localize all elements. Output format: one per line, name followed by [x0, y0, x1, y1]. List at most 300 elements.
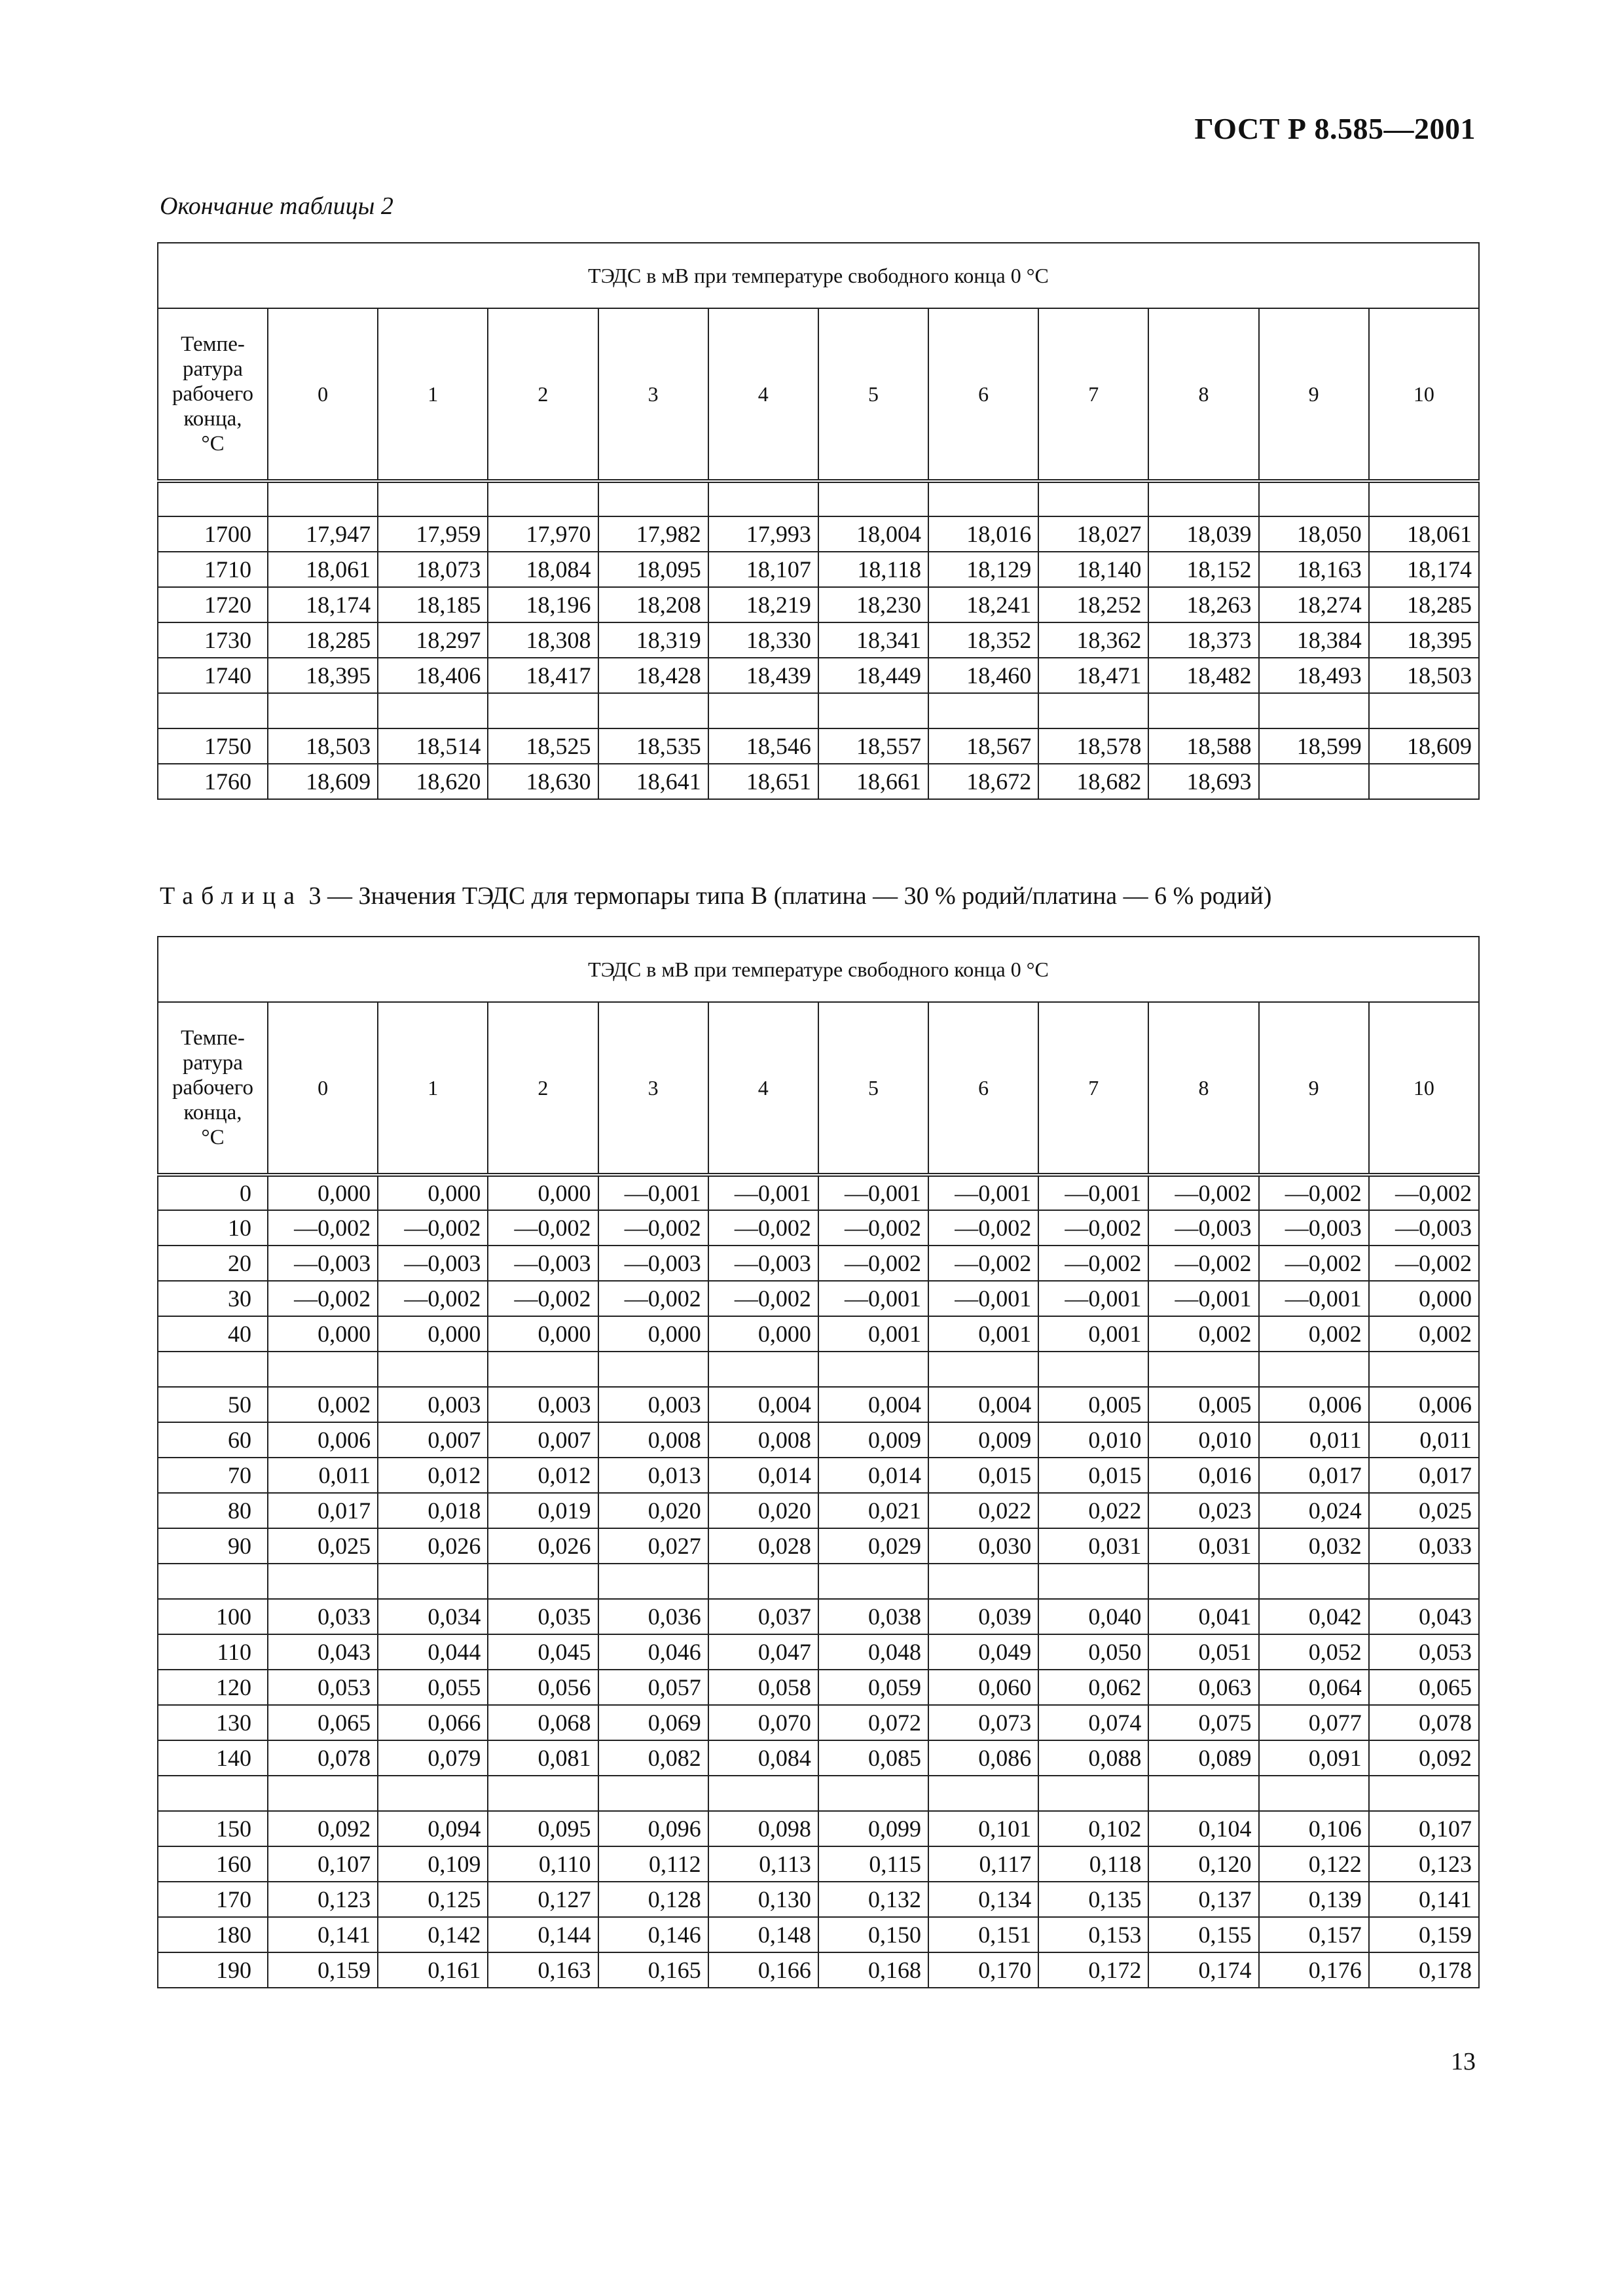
empty-cell [1038, 693, 1148, 728]
temp-header-line: рабочего [172, 1076, 254, 1100]
emf-cell: 0,033 [268, 1599, 378, 1634]
emf-cell: 0,000 [268, 1175, 378, 1210]
emf-cell: 18,084 [488, 552, 598, 587]
emf-cell: 0,011 [268, 1458, 378, 1493]
temperature-cell: 70 [158, 1458, 268, 1493]
column-header: 0 [268, 1002, 378, 1175]
temperature-cell: 60 [158, 1422, 268, 1458]
emf-cell: 0,055 [378, 1670, 488, 1705]
emf-cell: 0,157 [1259, 1917, 1369, 1952]
emf-cell: 0,011 [1259, 1422, 1369, 1458]
emf-cell: 0,059 [818, 1670, 928, 1705]
emf-cell: 0,039 [928, 1599, 1038, 1634]
column-header: 4 [708, 1002, 818, 1175]
emf-cell: 0,166 [708, 1952, 818, 1988]
emf-cell: 0,159 [268, 1952, 378, 1988]
table-row [158, 1811, 1479, 1846]
table3-caption-text: 3 — Значения ТЭДС для термопары типа В (платина — 30 % родий/платина — 6 % родий) [302, 882, 1272, 910]
column-header: 8 [1148, 308, 1258, 481]
emf-cell: 0,026 [488, 1528, 598, 1564]
emf-cell: 0,098 [708, 1811, 818, 1846]
emf-cell: 0,014 [818, 1458, 928, 1493]
temperature-cell: 1710 [158, 552, 268, 587]
emf-cell: 0,062 [1038, 1670, 1148, 1705]
emf-cell: 0,123 [1369, 1846, 1479, 1882]
emf-cell: 18,319 [598, 622, 708, 658]
empty-cell [158, 1352, 268, 1387]
empty-cell [708, 1564, 818, 1599]
emf-cell: —0,003 [378, 1246, 488, 1281]
emf-cell: 18,384 [1259, 622, 1369, 658]
column-header: 10 [1369, 1002, 1479, 1175]
emf-cell: —0,001 [1038, 1281, 1148, 1316]
emf-cell: 0,084 [708, 1740, 818, 1776]
emf-cell: 0,038 [818, 1599, 928, 1634]
empty-cell [1148, 481, 1258, 516]
emf-cell: 18,503 [1369, 658, 1479, 693]
emf-cell: 0,033 [1369, 1528, 1479, 1564]
emf-cell: 0,141 [268, 1917, 378, 1952]
page-number: 13 [1451, 2048, 1476, 2075]
emf-cell: 0,127 [488, 1882, 598, 1917]
emf-cell: 18,095 [598, 552, 708, 587]
emf-cell: —0,002 [1369, 1175, 1479, 1210]
emf-cell: 18,546 [708, 728, 818, 764]
emf-cell [1259, 764, 1369, 799]
temp-header-line: Темпе- [181, 1026, 245, 1050]
emf-cell: 0,048 [818, 1634, 928, 1670]
table-row [158, 1705, 1479, 1740]
emf-cell: 0,017 [268, 1493, 378, 1528]
table-top-header: ТЭДС в мВ при температуре свободного конца 0 °С [158, 937, 1479, 1002]
emf-cell: —0,002 [1148, 1246, 1258, 1281]
emf-cell: —0,002 [378, 1281, 488, 1316]
empty-cell [1259, 1776, 1369, 1811]
emf-cell: 18,471 [1038, 658, 1148, 693]
emf-cell: 0,144 [488, 1917, 598, 1952]
emf-cell: 18,417 [488, 658, 598, 693]
empty-cell [1369, 693, 1479, 728]
empty-cell [158, 481, 268, 516]
emf-cell: 0,015 [1038, 1458, 1148, 1493]
emf-cell: 0,070 [708, 1705, 818, 1740]
emf-cell: 0,069 [598, 1705, 708, 1740]
emf-cell: 17,959 [378, 516, 488, 552]
emf-cell: —0,001 [818, 1175, 928, 1210]
emf-cell: 18,588 [1148, 728, 1258, 764]
empty-cell [1148, 1352, 1258, 1387]
table-row [158, 1952, 1479, 1988]
table-row [158, 1458, 1479, 1493]
table-row [158, 516, 1479, 552]
column-header: 3 [598, 308, 708, 481]
emf-cell: —0,001 [708, 1175, 818, 1210]
column-header: 9 [1259, 1002, 1369, 1175]
emf-cell: 0,002 [268, 1387, 378, 1422]
emf-cell: 0,022 [1038, 1493, 1148, 1528]
temperature-cell: 40 [158, 1316, 268, 1352]
emf-cell: 0,101 [928, 1811, 1038, 1846]
emf-cell: 18,661 [818, 764, 928, 799]
empty-cell [708, 1776, 818, 1811]
temp-header-line: конца, [183, 407, 242, 431]
emf-cell: 18,672 [928, 764, 1038, 799]
emf-cell: 0,137 [1148, 1882, 1258, 1917]
emf-cell: 0,004 [708, 1387, 818, 1422]
emf-cell: 0,053 [268, 1670, 378, 1705]
empty-cell [1038, 1352, 1148, 1387]
column-header: 7 [1038, 1002, 1148, 1175]
emf-cell: 0,022 [928, 1493, 1038, 1528]
emf-cell: —0,002 [488, 1210, 598, 1246]
temp-header-line: ратура [183, 1051, 243, 1075]
group-separator-row [158, 1776, 1479, 1811]
empty-cell [818, 1776, 928, 1811]
emf-cell: 18,567 [928, 728, 1038, 764]
emf-cell: 0,094 [378, 1811, 488, 1846]
table-row [158, 1493, 1479, 1528]
emf-cell: 18,395 [268, 658, 378, 693]
emf-cell: 0,024 [1259, 1493, 1369, 1528]
emf-cell: 0,030 [928, 1528, 1038, 1564]
emf-cell: 18,460 [928, 658, 1038, 693]
emf-cell: 0,077 [1259, 1705, 1369, 1740]
table-row [158, 1740, 1479, 1776]
column-header: 1 [378, 308, 488, 481]
emf-cell: —0,001 [1038, 1175, 1148, 1210]
temperature-cell: 0 [158, 1175, 268, 1210]
table-row [158, 1528, 1479, 1564]
emf-cell: 17,947 [268, 516, 378, 552]
emf-cell: 0,113 [708, 1846, 818, 1882]
emf-cell: 18,027 [1038, 516, 1148, 552]
emf-cell: 0,008 [598, 1422, 708, 1458]
emf-cell: 18,406 [378, 658, 488, 693]
emf-cell: 0,078 [1369, 1705, 1479, 1740]
empty-cell [598, 481, 708, 516]
emf-cell: 0,045 [488, 1634, 598, 1670]
temperature-cell: 1740 [158, 658, 268, 693]
emf-cell: 0,014 [708, 1458, 818, 1493]
empty-cell [928, 481, 1038, 516]
emf-cell: —0,001 [1148, 1281, 1258, 1316]
empty-cell [1148, 1564, 1258, 1599]
empty-cell [598, 1352, 708, 1387]
column-header: 8 [1148, 1002, 1258, 1175]
emf-cell: 18,061 [268, 552, 378, 587]
emf-cell: 0,099 [818, 1811, 928, 1846]
emf-cell: 0,007 [378, 1422, 488, 1458]
table-row [158, 1281, 1479, 1316]
emf-cell: 0,023 [1148, 1493, 1258, 1528]
emf-cell: 0,000 [598, 1316, 708, 1352]
empty-cell [928, 1776, 1038, 1811]
column-header: 0 [268, 308, 378, 481]
emf-cell: 0,072 [818, 1705, 928, 1740]
emf-cell: 0,006 [268, 1422, 378, 1458]
emf-cell: —0,003 [488, 1246, 598, 1281]
table-row [158, 1175, 1479, 1210]
emf-cell: —0,002 [1369, 1246, 1479, 1281]
emf-cell: 0,013 [598, 1458, 708, 1493]
emf-cell: 0,040 [1038, 1599, 1148, 1634]
empty-cell [1369, 1352, 1479, 1387]
empty-cell [818, 1352, 928, 1387]
emf-cell: 0,000 [378, 1316, 488, 1352]
emf-cell: 18,493 [1259, 658, 1369, 693]
column-header: 2 [488, 1002, 598, 1175]
emf-cell: —0,002 [928, 1210, 1038, 1246]
temperature-cell: 1760 [158, 764, 268, 799]
emf-cell: 0,002 [1259, 1316, 1369, 1352]
table-top-header: ТЭДС в мВ при температуре свободного конца 0 °С [158, 243, 1479, 308]
emf-cell: 18,263 [1148, 587, 1258, 622]
empty-cell [378, 1776, 488, 1811]
emf-cell: 0,168 [818, 1952, 928, 1988]
emf-cell: 0,060 [928, 1670, 1038, 1705]
emf-cell: 0,063 [1148, 1670, 1258, 1705]
emf-cell: 0,078 [268, 1740, 378, 1776]
table-row [158, 552, 1479, 587]
emf-cell: 0,032 [1259, 1528, 1369, 1564]
emf-cell: 0,150 [818, 1917, 928, 1952]
emf-cell: 18,609 [1369, 728, 1479, 764]
emf-cell: 0,041 [1148, 1599, 1258, 1634]
emf-cell: 0,163 [488, 1952, 598, 1988]
empty-cell [1148, 693, 1258, 728]
temperature-cell: 30 [158, 1281, 268, 1316]
emf-cell: 0,017 [1369, 1458, 1479, 1493]
temp-header-line: °С [201, 1126, 225, 1149]
emf-cell: —0,002 [1038, 1210, 1148, 1246]
emf-cell: 0,107 [268, 1846, 378, 1882]
emf-cell: 18,341 [818, 622, 928, 658]
emf-cell: 0,178 [1369, 1952, 1479, 1988]
empty-cell [598, 1564, 708, 1599]
empty-cell [1369, 481, 1479, 516]
temperature-cell: 150 [158, 1811, 268, 1846]
table-row [158, 1634, 1479, 1670]
emf-cell: 0,020 [598, 1493, 708, 1528]
emf-cell: 0,010 [1148, 1422, 1258, 1458]
emf-cell: 18,308 [488, 622, 598, 658]
empty-cell [1259, 1352, 1369, 1387]
emf-cell: 0,028 [708, 1528, 818, 1564]
emf-cell: 0,074 [1038, 1705, 1148, 1740]
table-row [158, 1882, 1479, 1917]
empty-cell [158, 1564, 268, 1599]
emf-cell: 18,196 [488, 587, 598, 622]
emf-cell: 18,118 [818, 552, 928, 587]
emf-cell: 0,172 [1038, 1952, 1148, 1988]
temperature-cell: 160 [158, 1846, 268, 1882]
empty-cell [378, 481, 488, 516]
emf-cell: 18,535 [598, 728, 708, 764]
column-header: 5 [818, 308, 928, 481]
emf-cell: —0,002 [598, 1281, 708, 1316]
empty-cell [928, 693, 1038, 728]
temperature-cell: 170 [158, 1882, 268, 1917]
emf-cell: 0,005 [1038, 1387, 1148, 1422]
temperature-cell: 1720 [158, 587, 268, 622]
emf-cell: 0,008 [708, 1422, 818, 1458]
emf-cell: 18,230 [818, 587, 928, 622]
empty-cell [818, 693, 928, 728]
empty-cell [708, 1352, 818, 1387]
table-row [158, 658, 1479, 693]
emf-cell: 0,091 [1259, 1740, 1369, 1776]
emf-cell: 0,001 [928, 1316, 1038, 1352]
emf-cell: 0,065 [1369, 1670, 1479, 1705]
temperature-cell: 1730 [158, 622, 268, 658]
empty-cell [268, 1776, 378, 1811]
emf-cell: 0,155 [1148, 1917, 1258, 1952]
emf-cell: —0,003 [1148, 1210, 1258, 1246]
empty-cell [1038, 1776, 1148, 1811]
emf-cell: 18,039 [1148, 516, 1258, 552]
emf-cell: 17,993 [708, 516, 818, 552]
emf-cell: 0,002 [1369, 1316, 1479, 1352]
emf-cell: 0,053 [1369, 1634, 1479, 1670]
temperature-cell: 50 [158, 1387, 268, 1422]
table-row [158, 622, 1479, 658]
column-header: 6 [928, 1002, 1038, 1175]
empty-cell [818, 481, 928, 516]
emf-cell: 0,011 [1369, 1422, 1479, 1458]
emf-cell: 0,042 [1259, 1599, 1369, 1634]
temperature-column-header [158, 1002, 268, 1175]
emf-cell: 0,081 [488, 1740, 598, 1776]
emf-cell: 18,352 [928, 622, 1038, 658]
emf-cell: 0,031 [1038, 1528, 1148, 1564]
emf-cell: 18,503 [268, 728, 378, 764]
emf-cell: 18,693 [1148, 764, 1258, 799]
emf-cell: 0,010 [1038, 1422, 1148, 1458]
emf-cell: 0,135 [1038, 1882, 1148, 1917]
emf-cell: —0,002 [708, 1281, 818, 1316]
emf-cell: 18,174 [1369, 552, 1479, 587]
emf-cell: 18,285 [1369, 587, 1479, 622]
emf-cell: 18,252 [1038, 587, 1148, 622]
empty-cell [268, 693, 378, 728]
emf-cell: 17,970 [488, 516, 598, 552]
emf-cell: 18,449 [818, 658, 928, 693]
emf-cell: 0,085 [818, 1740, 928, 1776]
empty-cell [268, 1564, 378, 1599]
table2-continuation-label: Окончание таблицы 2 [160, 192, 393, 220]
emf-cell: 18,630 [488, 764, 598, 799]
emf-cell: —0,003 [1369, 1210, 1479, 1246]
emf-cell: 0,035 [488, 1599, 598, 1634]
table-row [158, 1387, 1479, 1422]
emf-cell: 18,330 [708, 622, 818, 658]
emf-cell: 0,170 [928, 1952, 1038, 1988]
empty-cell [268, 1352, 378, 1387]
emf-cell: 0,146 [598, 1917, 708, 1952]
emf-cell: 18,609 [268, 764, 378, 799]
group-separator-row [158, 481, 1479, 516]
emf-cell: 0,064 [1259, 1670, 1369, 1705]
emf-cell: 18,163 [1259, 552, 1369, 587]
empty-cell [378, 693, 488, 728]
emf-cell: 18,297 [378, 622, 488, 658]
emf-cell: 18,241 [928, 587, 1038, 622]
column-header: 4 [708, 308, 818, 481]
empty-cell [1369, 1564, 1479, 1599]
emf-cell: 0,000 [488, 1175, 598, 1210]
emf-cell: 0,165 [598, 1952, 708, 1988]
emf-cell: 18,362 [1038, 622, 1148, 658]
emf-cell: 18,016 [928, 516, 1038, 552]
emf-cell: 0,176 [1259, 1952, 1369, 1988]
emf-cell: 0,082 [598, 1740, 708, 1776]
emf-cell: 0,123 [268, 1882, 378, 1917]
temperature-cell: 1750 [158, 728, 268, 764]
emf-cell: 0,037 [708, 1599, 818, 1634]
emf-cell: 0,044 [378, 1634, 488, 1670]
emf-cell: 0,086 [928, 1740, 1038, 1776]
emf-cell: 0,017 [1259, 1458, 1369, 1493]
emf-cell: 0,006 [1369, 1387, 1479, 1422]
temperature-cell: 20 [158, 1246, 268, 1281]
emf-cell: 0,012 [488, 1458, 598, 1493]
emf-cell: 0,065 [268, 1705, 378, 1740]
emf-cell: 0,148 [708, 1917, 818, 1952]
emf-cell: 18,004 [818, 516, 928, 552]
emf-cell: 18,578 [1038, 728, 1148, 764]
emf-cell: 18,428 [598, 658, 708, 693]
empty-cell [158, 693, 268, 728]
emf-cell: 0,151 [928, 1917, 1038, 1952]
group-separator-row [158, 693, 1479, 728]
temp-header-line: ратура [183, 357, 243, 381]
emf-cell: 0,159 [1369, 1917, 1479, 1952]
emf-cell: 0,130 [708, 1882, 818, 1917]
empty-cell [378, 1564, 488, 1599]
emf-cell: 0,106 [1259, 1811, 1369, 1846]
emf-cell: 0,004 [818, 1387, 928, 1422]
emf-cell: 0,174 [1148, 1952, 1258, 1988]
table-row [158, 1316, 1479, 1352]
emf-cell: —0,002 [598, 1210, 708, 1246]
emf-cell: 0,029 [818, 1528, 928, 1564]
emf-cell: —0,003 [598, 1246, 708, 1281]
emf-cell: 0,115 [818, 1846, 928, 1882]
emf-cell: —0,002 [928, 1246, 1038, 1281]
temperature-cell: 80 [158, 1493, 268, 1528]
column-header: 7 [1038, 308, 1148, 481]
emf-cell: 0,066 [378, 1705, 488, 1740]
emf-cell: 18,641 [598, 764, 708, 799]
emf-cell: 0,075 [1148, 1705, 1258, 1740]
emf-cell: 0,058 [708, 1670, 818, 1705]
column-header: 10 [1369, 308, 1479, 481]
emf-cell: 0,025 [268, 1528, 378, 1564]
column-header: 6 [928, 308, 1038, 481]
empty-cell [1259, 693, 1369, 728]
temperature-cell: 110 [158, 1634, 268, 1670]
emf-cell: 18,482 [1148, 658, 1258, 693]
emf-cell: 18,140 [1038, 552, 1148, 587]
empty-cell [928, 1564, 1038, 1599]
table-row [158, 1210, 1479, 1246]
emf-cell: 0,004 [928, 1387, 1038, 1422]
emf-cell: 0,118 [1038, 1846, 1148, 1882]
empty-cell [1148, 1776, 1258, 1811]
empty-cell [1038, 1564, 1148, 1599]
emf-cell: —0,002 [1259, 1175, 1369, 1210]
emf-cell: —0,001 [928, 1175, 1038, 1210]
